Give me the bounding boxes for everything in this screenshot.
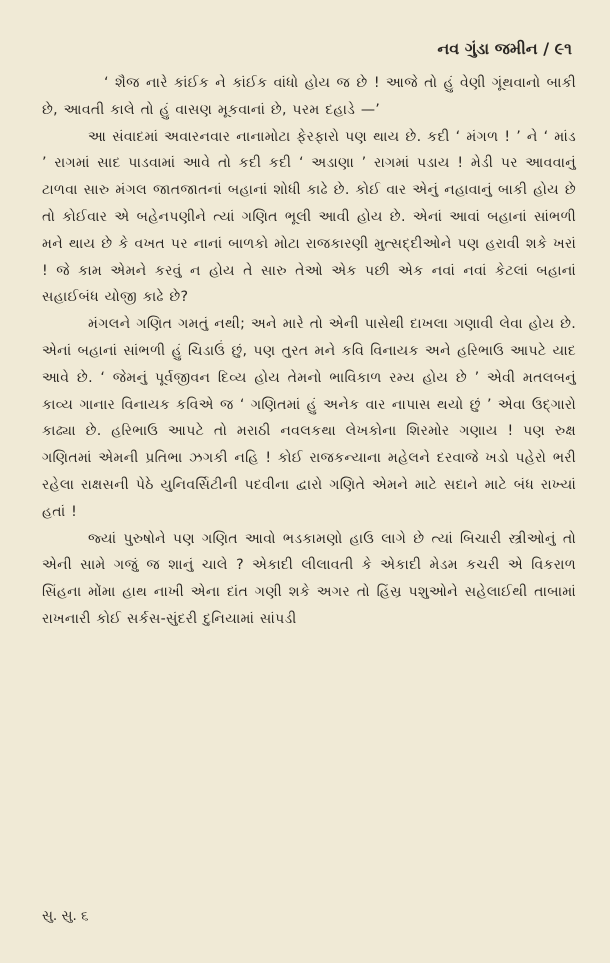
running-head: નવ ગુંડા જમીન / ૯૧: [437, 39, 572, 58]
paragraph-dialogue: ‘ શૈજ નારે કાંઈક ને કાંઈક વાંધો હોય જ છે ! આજે તો હું વેણી ગૂંથવાનો બાકી છે, આવતી કાલે તો હું વાસણ મૂકવાનાં છે, પરમ દહાડે —’: [42, 75, 576, 118]
paragraph-mangal-mathematics: મંગલને ગણિત ગમતું નથી; અને મારે તો એની પાસેથી દાખલા ગણાવી લેવા હોય છે. એનાં બહાનાં સાંભળી હું ચિડાઉં છું, પણ તુરત મને કવિ વિનાયક અને હરિભાઉ આપટે યાદ આવે છે. ‘ જેમનું પૂર્વજીવન દિવ્ય હોય તેમનો ભાવિકાળ રમ્ય હોય છે ’ એવી મતલબનું કાવ્ય ગાનાર વિનાયક કવિએ જ ‘ ગણિતમાં હું અનેક વાર નાપાસ થયો છું ’ એવા ઉદ્‌ગારો કાઢ્યા છે. હરિભાઉ આપટે તો મરાઠી નવલકથા લેખકોના શિરમોર ગણાય ! પણ રુક્ષ ગણિતમાં એમની પ્રતિભા ઝગકી નહિ ! કોઈ રાજકન્યાના મહેલને દરવાજે ખડો પહેરો ભરી રહેલા રાક્ષસની પેઠે યુનિવર્સિટીની પદવીના દ્વારો ગણિતે એમને માટે સદાને માટે બંધ રાખ્યાં હતાં !: [42, 316, 576, 520]
paragraph-dialogue-variations: આ સંવાદમાં અવારનવાર નાનામોટા ફેરફારો પણ થાય છે. કદી ‘ મંગળ ! ’ ને ‘ માંડ ’ રાગમાં સાદ પાડવામાં આવે તો કદી કદી ‘ અડાણા ’ રાગમાં પડાય ! મેડી પર આવવાનું ટાળવા સારુ મંગલ જાતજાતનાં બહાનાં શોધી કાઢે છે. કોઈ વાર એનું નહાવાનું બાકી હોય છે તો કોઈવાર એ બહેનપણીને ત્યાં ગણિત ભૂલી આવી હોય છે. એનાં આવાં બહાનાં સાંભળી મને થાય છે કે વખત પર નાનાં બાળકો મોટા રાજકારણી મુત્સદ્દીઓને પણ હરાવી શકે ખરાં ! જે કામ એમને કરવું ન હોય તે સારુ તેઓ એક પછી એક નવાં નવાં કેટલાં બહાનાં સહાઈબંધ યોજી કાઢે છે?: [42, 128, 576, 306]
signature-mark: સુ. સુ. ૬: [42, 908, 89, 924]
paragraph-women-mathematics: જ્યાં પુરુષોને પણ ગણિત આવો ભડકામણો હાઉ લાગે છે ત્યાં બિચારી સ્ત્રીઓનું તો એની સામે ગજું જ શાનું ચાલે ? એકાદી લીલાવતી કે એકાદી મેડમ કચરી એ વિકરાળ સિંહના મોંમા હાથ નાખી એના દાંત ગણી શકે અગર તો હિંસ્ર પશુઓને સહેલાઈથી તાબામાં રાખનારી કોઈ સર્કસ-સુંદરી દુનિયામાં સાંપડી: [42, 530, 576, 627]
